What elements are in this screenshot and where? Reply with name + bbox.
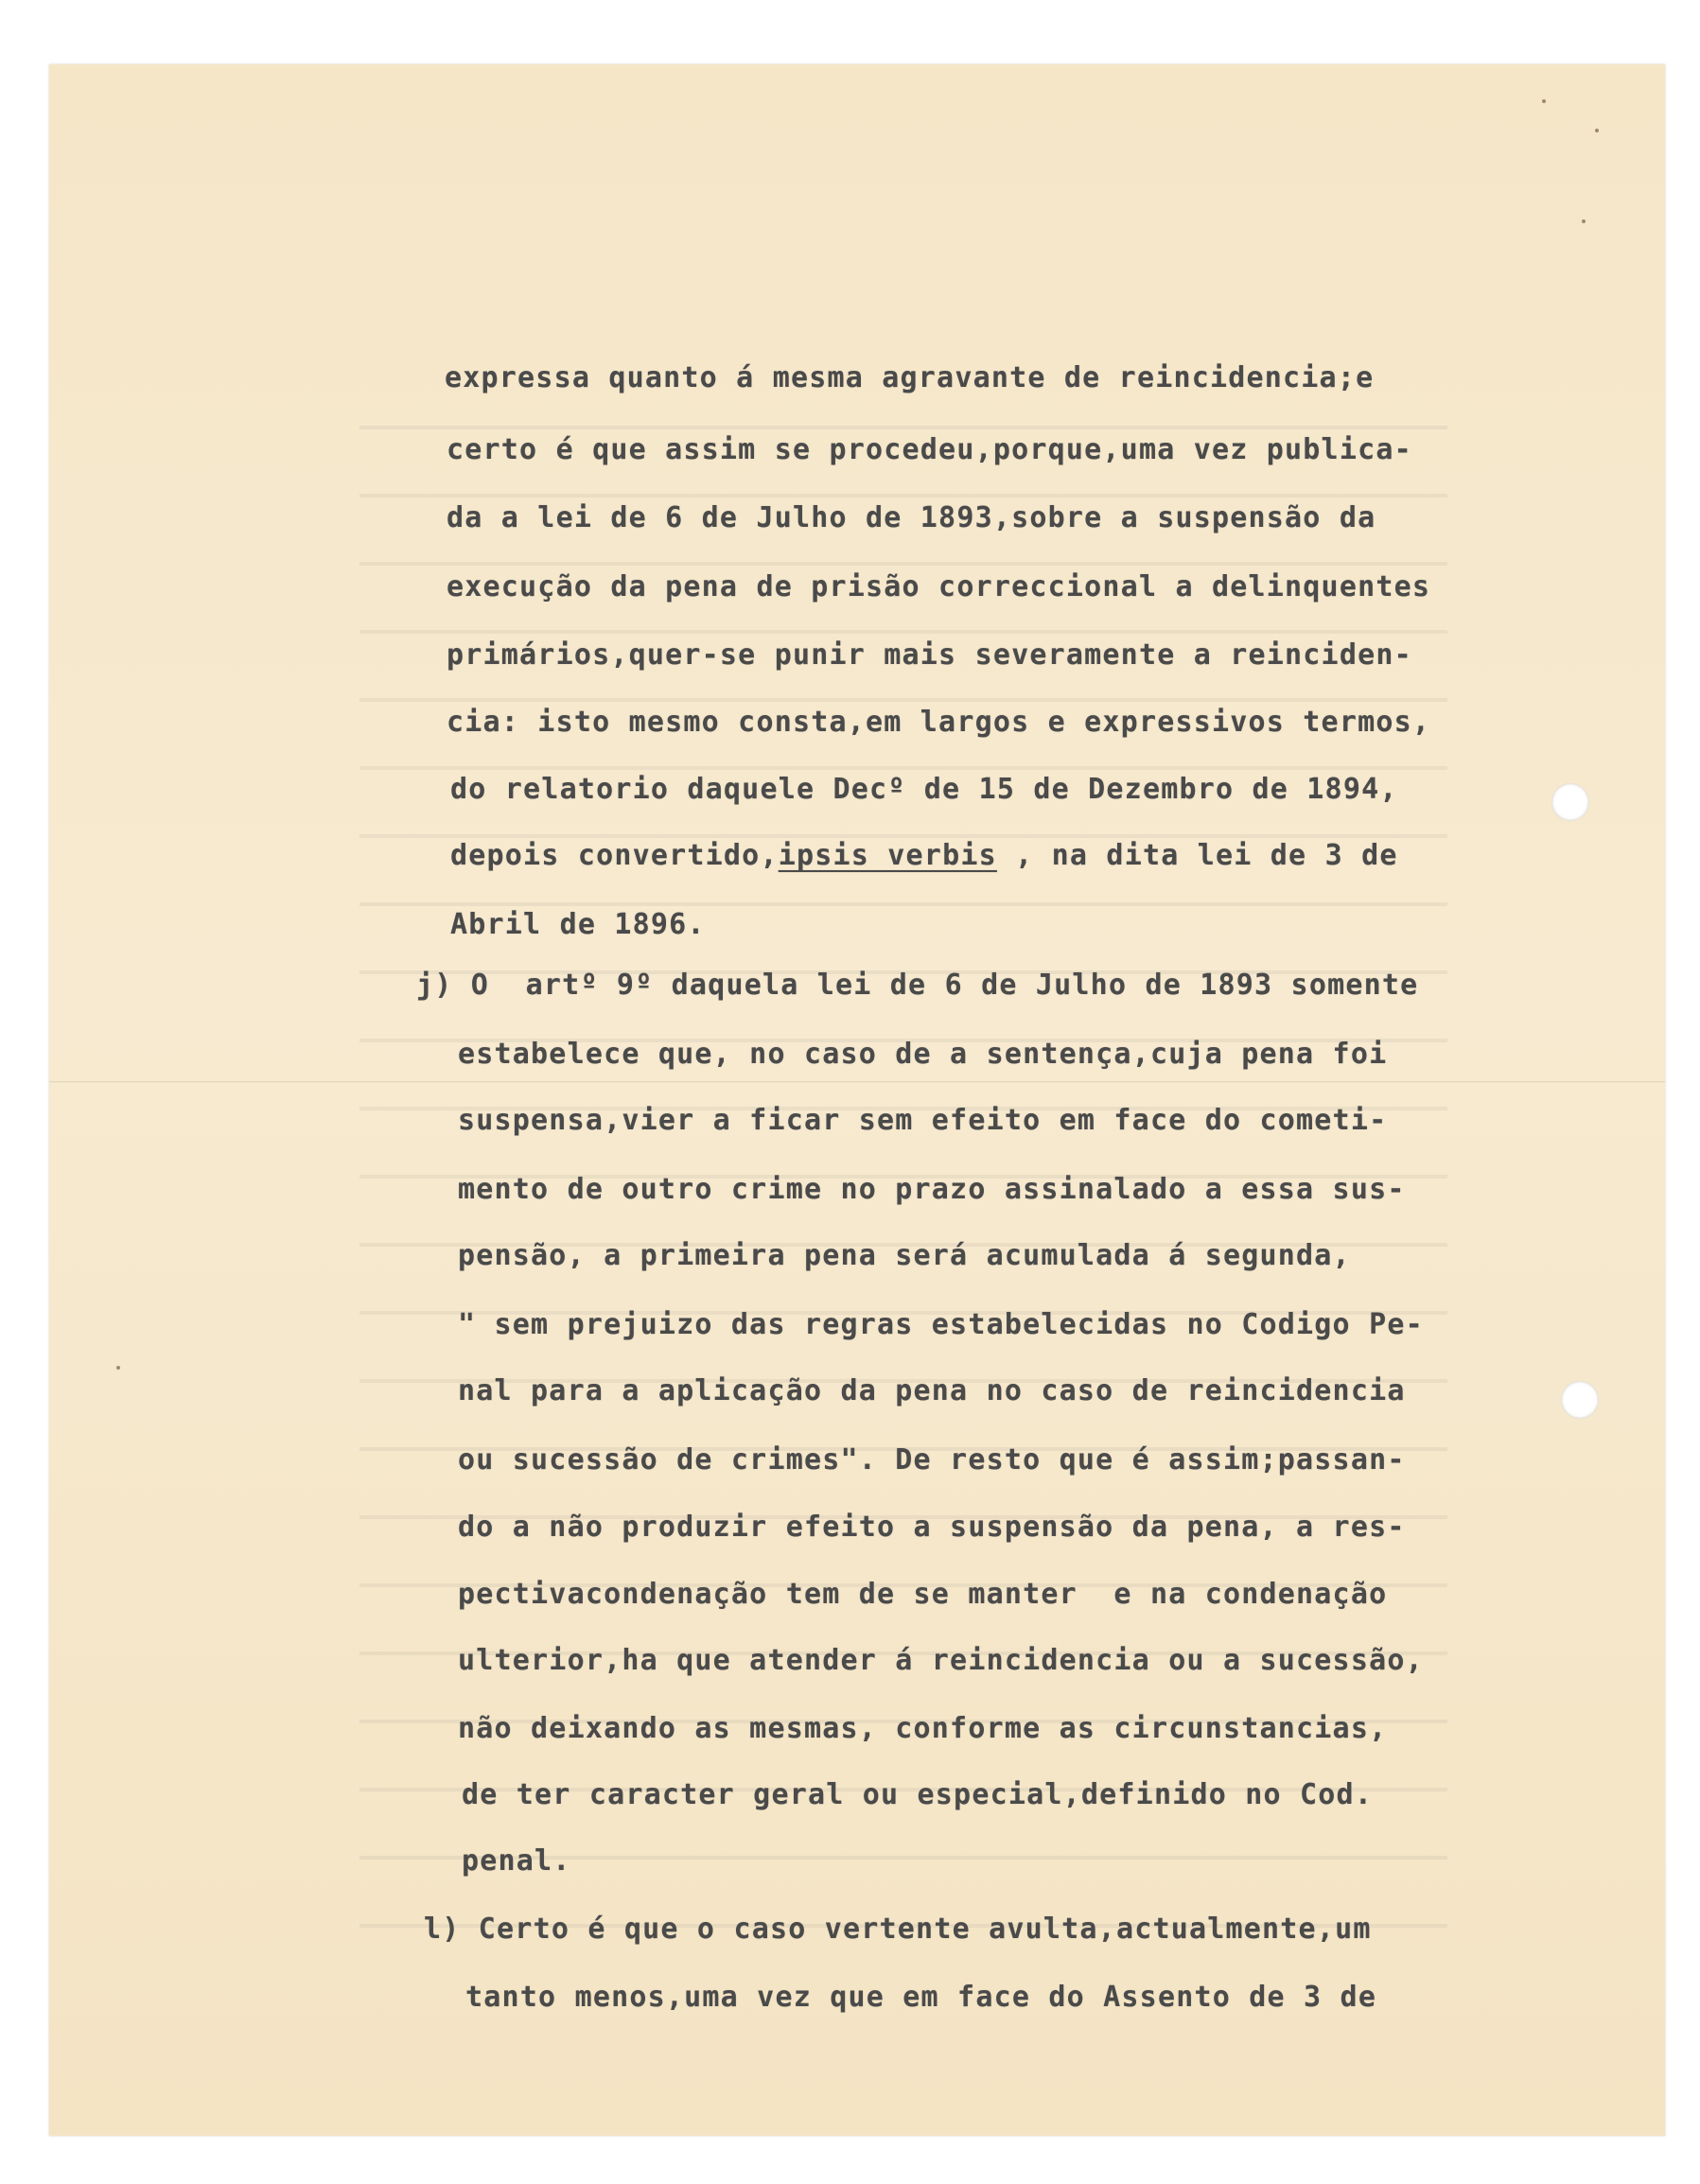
paper-speck bbox=[1595, 129, 1599, 132]
text-line: " sem prejuizo das regras estabelecidas no Codigo Pe- bbox=[458, 1308, 1424, 1341]
text-line: pectivacondenação tem de se manter e na condenação bbox=[458, 1578, 1388, 1611]
paper-fold bbox=[49, 1081, 1665, 1084]
text-line: nal para a aplicação da pena no caso de reincidencia bbox=[458, 1374, 1406, 1407]
text-line: ulterior,ha que atender á reincidencia ou a sucessão, bbox=[458, 1644, 1424, 1677]
paper-speck bbox=[1542, 99, 1546, 103]
text-line: suspensa,vier a ficar sem efeito em face do cometi- bbox=[458, 1104, 1388, 1137]
paper-speck bbox=[116, 1366, 120, 1370]
text-line: primários,quer-se punir mais severamente a reinciden- bbox=[447, 638, 1412, 672]
text-line: de ter caracter geral ou especial,definido no Cod. bbox=[462, 1778, 1374, 1811]
text-line: pensão, a primeira pena será acumulada á segunda, bbox=[458, 1239, 1351, 1272]
text-segment: , na dita lei de 3 de bbox=[996, 839, 1398, 872]
punch-hole bbox=[1561, 1381, 1599, 1419]
text-line: da a lei de 6 de Julho de 1893,sobre a suspensão da bbox=[447, 501, 1376, 534]
underlined-phrase: ipsis verbis bbox=[778, 839, 997, 872]
text-line: expressa quanto á mesma agravante de reincidencia;e bbox=[445, 361, 1375, 394]
paper-speck bbox=[1582, 219, 1586, 223]
text-line: ou sucessão de crimes". De resto que é assim;passan- bbox=[458, 1443, 1406, 1476]
text-line: não deixando as mesmas, conforme as circunstancias, bbox=[458, 1712, 1388, 1745]
text-line: do a não produzir efeito a suspensão da pena, a res- bbox=[458, 1511, 1406, 1544]
text-line: mento de outro crime no prazo assinalado a essa sus- bbox=[458, 1173, 1406, 1206]
text-line: penal. bbox=[462, 1844, 571, 1878]
text-line: Abril de 1896. bbox=[450, 908, 706, 941]
punch-hole bbox=[1551, 783, 1589, 821]
text-line: cia: isto mesmo consta,em largos e expressivos termos, bbox=[447, 706, 1431, 739]
text-segment: depois convertido, bbox=[450, 839, 779, 872]
text-line: do relatorio daquele Decº de 15 de Dezembro de 1894, bbox=[450, 773, 1398, 806]
text-line: certo é que assim se procedeu,porque,uma vez publica- bbox=[447, 433, 1412, 466]
text-line: estabelece que, no caso de a sentença,cuja pena foi bbox=[458, 1038, 1388, 1071]
paragraph-l-start: l) Certo é que o caso vertente avulta,actualmente,um bbox=[424, 1913, 1372, 1946]
text-line-with-underline bbox=[450, 839, 1398, 872]
paragraph-j-start: j) O artº 9º daquela lei de 6 de Julho de 1893 somente bbox=[416, 969, 1419, 1002]
text-line: tanto menos,uma vez que em face do Assento de 3 de bbox=[465, 1981, 1377, 2014]
text-line: execução da pena de prisão correccional a delinquentes bbox=[447, 570, 1431, 603]
